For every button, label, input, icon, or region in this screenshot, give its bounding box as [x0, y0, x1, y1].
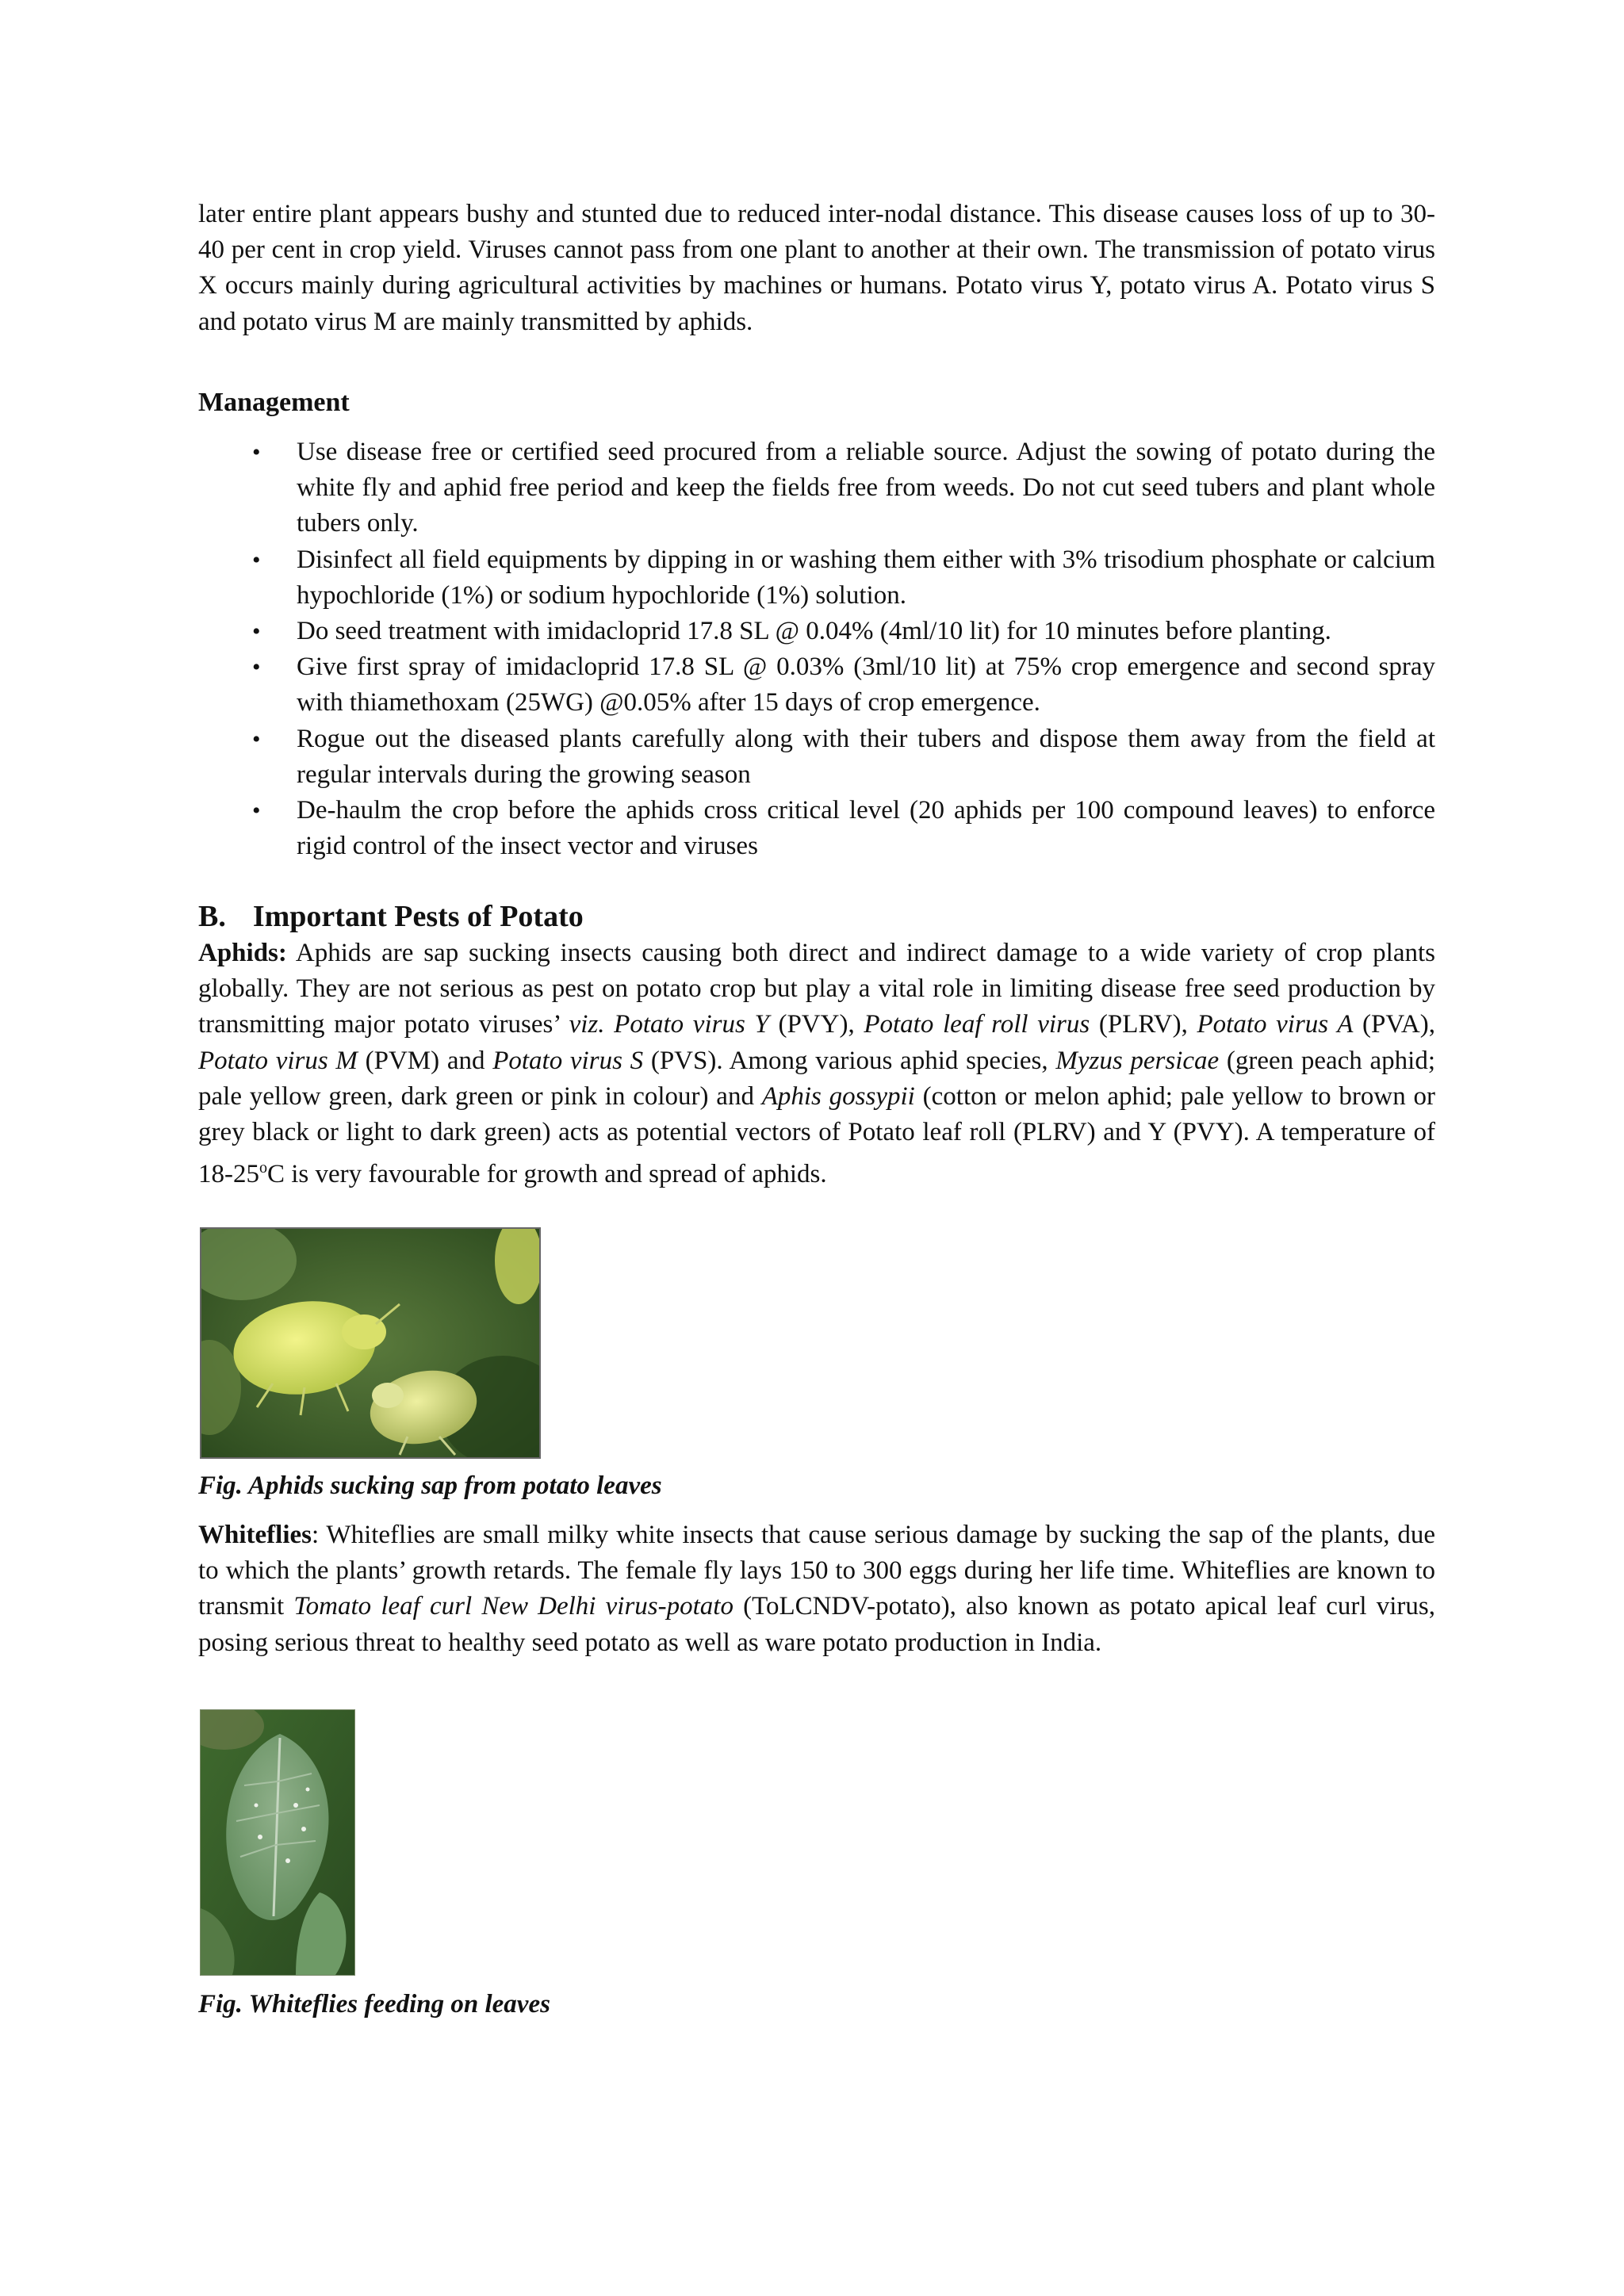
whiteflies-term: Whiteflies [198, 1521, 312, 1549]
section-b-block [198, 898, 1435, 935]
aphid-illustration [201, 1229, 539, 1457]
aphids-block [198, 936, 1435, 1192]
list-item: • Use disease free or certified seed procured from a reliable source. Adjust the sowing of potato during the white fly and aphid free period and keep the fields free from weeds. Do not cut seed tubers and plant whole tubers only. [198, 434, 1435, 542]
management-list [198, 434, 1435, 864]
whiteflies-paragraph: Whiteflies: Whiteflies are small milky white insects that cause serious damage by sucking the sap of the plants, due to which the plants’ growth retards. The female fly lays 150 to 300 eggs during her life time. Whiteflies are known to transmit Tomato leaf curl New Delhi virus-potato (ToLCNDV-potato), also known as potato apical leaf curl virus, posing serious threat to healthy seed potato as well as ware potato production in India. [198, 1521, 1435, 1657]
bullet-icon: • [252, 654, 261, 681]
bullet-icon: • [252, 725, 261, 752]
aphids-photo [200, 1227, 541, 1459]
fig2-caption: Fig. Whiteflies feeding on leaves [198, 1990, 550, 2019]
whiteflies-block [198, 1517, 1435, 1661]
management-heading: Management [198, 388, 350, 417]
list-item: • Give first spray of imidacloprid 17.8 SL @ 0.03% (3ml/10 lit) at 75% crop emergence and second spray with thiamethoxam (25WG) @0.05% after 15 days of crop emergence. [198, 649, 1435, 721]
fig2-caption-block [198, 1987, 1435, 2022]
bullet-icon: • [252, 618, 261, 645]
intro-block [198, 197, 1435, 340]
bullet-icon: • [252, 798, 261, 825]
management-block [198, 385, 1435, 420]
bullet-icon: • [252, 546, 261, 573]
section-b-heading [198, 898, 1435, 935]
section-b-title: Important Pests of Potato [252, 900, 584, 933]
fig1-caption-block [198, 1468, 1435, 1503]
list-item: • De-haulm the crop before the aphids cross critical level (20 aphids per 100 compound leaves) to enforce rigid control of the insect vector and viruses [198, 793, 1435, 864]
whiteflies-photo [200, 1709, 355, 1976]
aphids-paragraph: Aphids: Aphids are sap sucking insects causing both direct and indirect damage to a wide variety of crop plants globally. They are not serious as pest on potato crop but play a vital role in limiting disease free seed production by transmitting major potato viruses’ viz. Potato virus Y (PVY), Potato leaf roll virus (PLRV), Potato virus A (PVA), Potato virus M (PVM) and Potato virus S (PVS). Among various aphid species, Myzus persicae (green peach aphid; pale yellow green, dark green or pink in colour) and Aphis gossypii (cotton or melon aphid; pale yellow to brown or grey black or light to dark green) acts as potential vectors of Potato leaf roll (PLRV) and Y (PVY). A temperature of 18-25$^o$C is very favourable for growth and spread of aphids. [198, 939, 1436, 1189]
bullet-icon: • [252, 439, 261, 465]
fig1-caption: Fig. Aphids sucking sap from potato leaves [198, 1471, 662, 1500]
list-item: • Rogue out the diseased plants carefully along with their tubers and dispose them away from the field at regular intervals during the growing season [198, 721, 1435, 793]
management-list-block [198, 434, 1435, 864]
list-item: • Do seed treatment with imidacloprid 17.8 SL @ 0.04% (4ml/10 lit) for 10 minutes before planting. [198, 614, 1435, 649]
intro-paragraph: later entire plant appears bushy and stunted due to reduced inter-nodal distance. This disease causes loss of up to 30-40 per cent in crop yield. Viruses cannot pass from one plant to another at their own. The transmission of potato virus X occurs mainly during agricultural activities by machines or humans. Potato virus Y, potato virus A. Potato virus S and potato virus M are mainly transmitted by aphids. [198, 200, 1435, 336]
list-item: • Disinfect all field equipments by dipping in or washing them either with 3% trisodium phosphate or calcium hypochloride (1%) or sodium hypochloride (1%) solution. [198, 542, 1435, 614]
section-b-label: B. [198, 900, 226, 933]
leaf-illustration [201, 1710, 354, 1975]
aphids-term: Aphids: [198, 939, 287, 967]
